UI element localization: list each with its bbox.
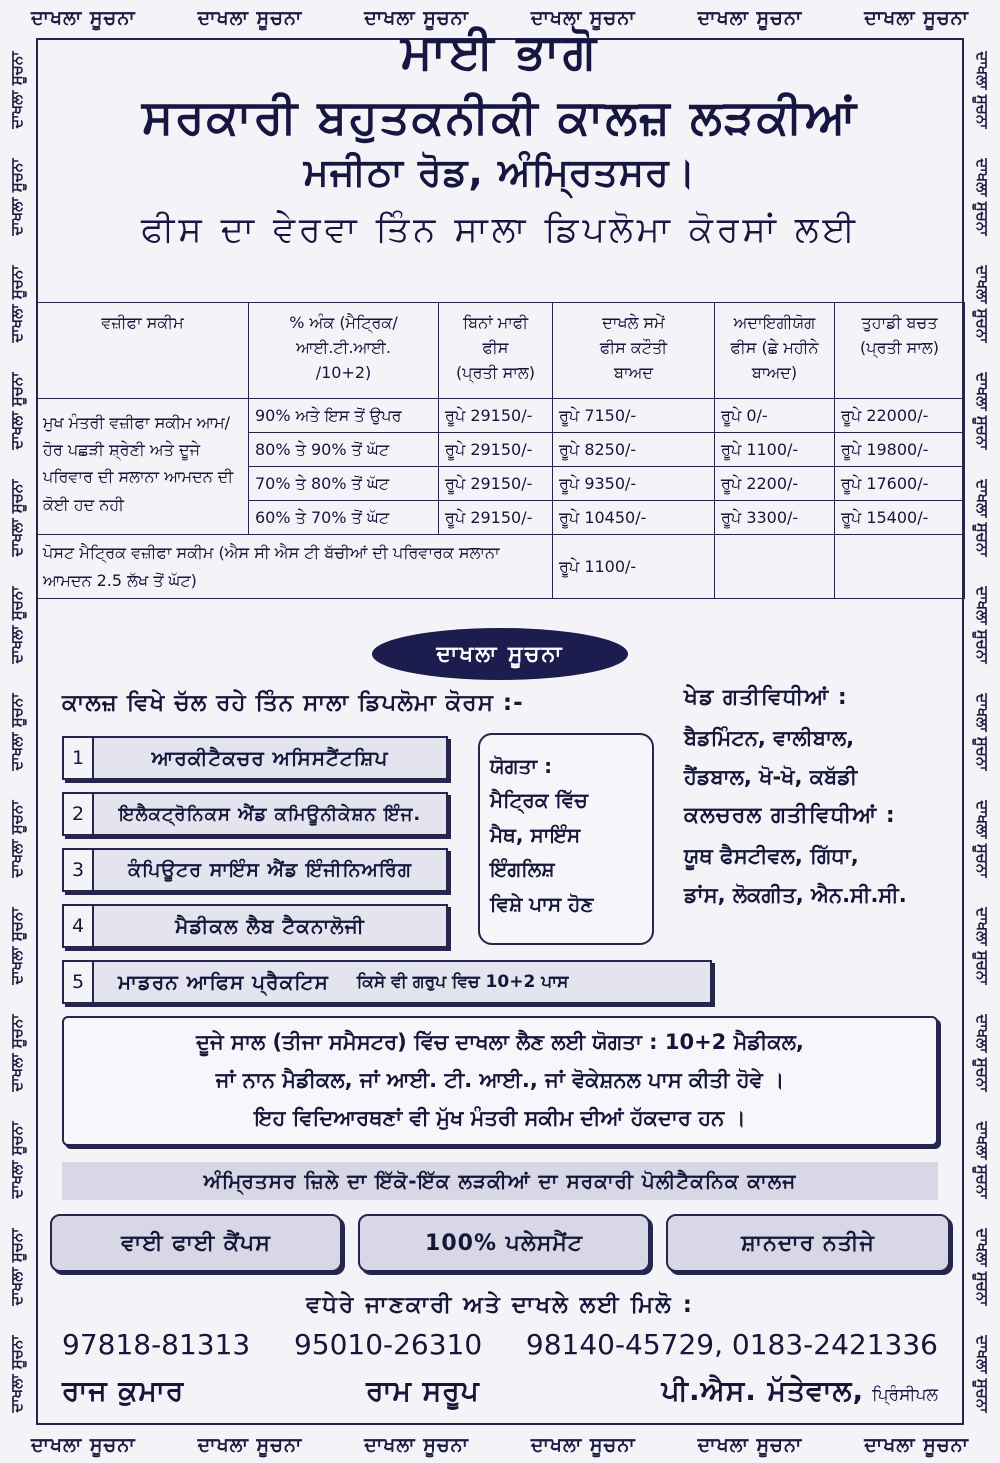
table-row-post-matric	[37, 535, 965, 599]
info-line: ਜਾਂ ਨਾਨ ਮੈਡੀਕਲ, ਜਾਂ ਆਈ. ਟੀ. ਆਈ., ਜਾਂ ਵੋਕੇਸ਼ਨਲ ਪਾਸ ਕੀਤੀ ਹੋਵੇ ।	[215, 1067, 785, 1092]
course-number: 4	[64, 906, 94, 946]
border-label: ਦਾਖਲਾ ਸੂਚਨਾ	[974, 906, 992, 985]
course-name: ਇਲੈਕਟ੍ਰੋਨਿਕਸ ਐਂਡ ਕਮਿਊਨੀਕੇਸ਼ਨ ਇੰਜ.	[118, 803, 422, 825]
admission-badge: ਦਾਖਲਾ ਸੂਚਨਾ	[372, 628, 628, 680]
border-label: ਦਾਖਲਾ ਸੂਚਨਾ	[8, 264, 26, 343]
cm-scheme-cell: ਮੁਖ ਮੰਤਰੀ ਵਜ਼ੀਫਾ ਸਕੀਮ ਆਮ/ਹੋਰ ਪਛੜੀ ਸ਼੍ਰੇਣੀ ਅਤੇ ਦੂਜੇ ਪਰਿਵਾਰ ਦੀ ਸਲਾਨਾ ਆਮਦਨ ਦੀ ਕੋਈ ਹਦ ਨਹੀ	[37, 399, 249, 535]
border-label: ਦਾਖਲਾ ਸੂਚਨਾ	[974, 799, 992, 878]
col-header-fee: ਬਿਨਾਂ ਮਾਫੀ ਫੀਸ (ਪ੍ਰਤੀ ਸਾਲ)	[439, 303, 553, 399]
course-number: 3	[64, 850, 94, 890]
fee-cell: ਰੂਪੇ 29150/-	[439, 433, 553, 467]
fee-cell: ਰੂਪੇ 29150/-	[439, 501, 553, 535]
cultural-title: ਕਲਚਰਲ ਗਤੀਵਿਧੀਆਂ :	[684, 803, 896, 829]
course-number: 5	[64, 962, 94, 1002]
cultural-line: ਯੂਥ ਫੈਸਟੀਵਲ, ਗਿੱਧਾ,	[684, 844, 859, 869]
border-label: ਦਾਖਲਾ ਸੂਚਨਾ	[8, 1334, 26, 1413]
col-header-payable: ਅਦਾਇਗੀਯੋਗ ਫੀਸ (ਛੇ ਮਹੀਨੇ ਬਾਅਦ)	[715, 303, 835, 399]
contact-heading: ਵਧੇਰੇ ਜਾਣਕਾਰੀ ਅਤੇ ਦਾਖਲੇ ਲਈ ਮਿਲੋ :	[306, 1292, 694, 1318]
fee-section-title: ਫੀਸ ਦਾ ਵੇਰਵਾ ਤਿੰਨ ਸਾਲਾ ਡਿਪਲੋਮਾ ਕੋਰਸਾਂ ਲਈ	[140, 210, 860, 250]
course-name: ਮੈਡੀਕਲ ਲੈਬ ਟੈਕਨਾਲੋਜੀ	[175, 914, 365, 938]
after-cut-cell: ਰੂਪੇ 8250/-	[553, 433, 715, 467]
sports-line: ਬੈਡਮਿੰਟਨ, ਵਾਲੀਬਾਲ,	[684, 725, 855, 750]
payable-cell-empty	[715, 535, 835, 599]
border-label: ਦਾਖਲਾ ਸੂਚਨਾ	[974, 1334, 992, 1413]
border-label: ਦਾਖਲਾ ਸੂਚਨਾ	[530, 7, 636, 29]
border-label: ਦਾਖਲਾ ਸੂਚਨਾ	[974, 478, 992, 557]
border-label: ਦਾਖਲਾ ਸੂਚਨਾ	[8, 1120, 26, 1199]
course-item	[62, 792, 448, 836]
college-name-line1: ਮਾਈ ਭਾਗੋ	[400, 24, 600, 80]
second-year-info-box	[62, 1016, 938, 1146]
marks-cell: 80% ਤੇ 90% ਤੋਂ ਘੱਟ	[249, 433, 439, 467]
contact-name: ਪੀ.ਐਸ. ਮੱਤੇਵਾਲ,	[661, 1374, 865, 1407]
eligibility-line: ਮੈਟ੍ਰਿਕ ਵਿੱਚ	[490, 788, 588, 813]
border-label: ਦਾਖਲਾ ਸੂਚਨਾ	[8, 50, 26, 129]
payable-cell: ਰੂਪੇ 0/-	[715, 399, 835, 433]
phone-number: 97818-81313	[62, 1328, 251, 1361]
after-cut-cell: ਰੂਪੇ 1100/-	[553, 535, 715, 599]
border-label: ਦਾਖਲਾ ਸੂਚਨਾ	[8, 692, 26, 771]
course-name: ਕੰਪਿਊਟਰ ਸਾਇੰਸ ਐਂਡ ਇੰਜੀਨਿਅਰਿੰਗ	[128, 859, 412, 881]
border-label: ਦਾਖਲਾ ਸੂਚਨਾ	[974, 585, 992, 664]
course-item	[62, 848, 448, 892]
course-requirement: ਕਿਸੇ ਵੀ ਗਰੁਪ ਵਿਚ 10+2 ਪਾਸ	[356, 972, 569, 992]
border-label: ਦਾਖਲਾ ਸੂਚਨਾ	[974, 264, 992, 343]
info-line: ਦੂਜੇ ਸਾਲ (ਤੀਜਾ ਸਮੈਸਟਰ) ਵਿੱਚ ਦਾਖਲਾ ਲੈਣ ਲਈ ਯੋਗਤਾ : 10+2 ਮੈਡੀਕਲ,	[196, 1030, 804, 1054]
border-label: ਦਾਖਲਾ ਸੂਚਨਾ	[30, 7, 136, 29]
border-label: ਦਾਖਲਾ ਸੂਚਨਾ	[697, 7, 803, 29]
border-label: ਦਾਖਲਾ ਸੂਚਨਾ	[974, 371, 992, 450]
border-label: ਦਾਖਲਾ ਸੂਚਨਾ	[8, 478, 26, 557]
border-label: ਦਾਖਲਾ ਸੂਚਨਾ	[197, 7, 303, 29]
border-label: ਦਾਖਲਾ ਸੂਚਨਾ	[974, 692, 992, 771]
payable-cell: ਰੂਪੇ 3300/-	[715, 501, 835, 535]
col-header-saving: ਤੁਹਾਡੀ ਬਚਤ (ਪ੍ਰਤੀ ਸਾਲ)	[835, 303, 965, 399]
col-header-scheme: ਵਜ਼ੀਫਾ ਸਕੀਮ	[37, 303, 249, 399]
border-label: ਦਾਖਲਾ ਸੂਚਨਾ	[8, 799, 26, 878]
activities-panel	[684, 678, 974, 915]
eligibility-line: ਇੰਗਲਿਸ਼	[490, 857, 555, 882]
marks-cell: 90% ਅਤੇ ਇਸ ਤੋਂ ਉਪਰ	[249, 399, 439, 433]
feature-placement: 100% ਪਲੇਸਮੈਂਟ	[358, 1214, 650, 1272]
payable-cell: ਰੂਪੇ 2200/-	[715, 467, 835, 501]
post-matric-scheme-cell: ਪੋਸਟ ਮੈਟ੍ਰਿਕ ਵਜ਼ੀਫਾ ਸਕੀਮ (ਐਸ ਸੀ ਐਸ ਟੀ ਬੱਚੀਆਂ ਦੀ ਪਰਿਵਾਰਕ ਸਲਾਨਾ ਆਮਦਨ 2.5 ਲੱਖ ਤੋਂ ਘੱਟ)	[37, 535, 553, 599]
border-label: ਦਾਖਲਾ ਸੂਚਨਾ	[974, 50, 992, 129]
phone-numbers	[62, 1328, 938, 1361]
border-label: ਦਾਖਲਾ ਸੂਚਨਾ	[530, 1434, 636, 1456]
payable-cell: ਰੂਪੇ 1100/-	[715, 433, 835, 467]
saving-cell: ਰੂਪੇ 17600/-	[835, 467, 965, 501]
fee-cell: ਰੂਪੇ 29150/-	[439, 467, 553, 501]
border-label: ਦਾਖਲਾ ਸੂਚਨਾ	[8, 1227, 26, 1306]
saving-cell-empty	[835, 535, 965, 599]
course-number: 2	[64, 794, 94, 834]
fee-table	[36, 302, 965, 599]
border-label: ਦਾਖਲਾ ਸੂਚਨਾ	[974, 1120, 992, 1199]
border-label: ਦਾਖਲਾ ਸੂਚਨਾ	[697, 1434, 803, 1456]
saving-cell: ਰੂਪੇ 22000/-	[835, 399, 965, 433]
sports-title: ਖੇਡ ਗਤੀਵਿਧੀਆਂ :	[684, 685, 848, 710]
info-line: ਇਹ ਵਿਦਿਆਰਥਣਾਂ ਵੀ ਮੁੱਖ ਮੰਤਰੀ ਸਕੀਮ ਦੀਆਂ ਹੱਕਦਾਰ ਹਨ ।	[254, 1105, 746, 1130]
college-name-line2: ਸਰਕਾਰੀ ਬਹੁਤਕਨੀਕੀ ਕਾਲਜ਼ ਲੜਕੀਆਂ	[141, 90, 859, 145]
border-label: ਦਾਖਲਾ ਸੂਚਨਾ	[974, 157, 992, 236]
border-label: ਦਾਖਲਾ ਸੂਚਨਾ	[974, 1227, 992, 1306]
principal-designation: ਪ੍ਰਿੰਸੀਪਲ	[872, 1385, 938, 1405]
border-label: ਦਾਖਲਾ ਸੂਚਨਾ	[8, 906, 26, 985]
border-label: ਦਾਖਲਾ ਸੂਚਨਾ	[8, 585, 26, 664]
feature-results: ਸ਼ਾਨਦਾਰ ਨਤੀਜੇ	[666, 1214, 950, 1272]
course-number: 1	[64, 738, 94, 778]
sports-line: ਹੈਂਡਬਾਲ, ਖੋ-ਖੋ, ਕਬੱਡੀ	[684, 764, 858, 789]
phone-number: 95010-26310	[293, 1328, 483, 1361]
fee-cell: ਰੂਪੇ 29150/-	[439, 399, 553, 433]
border-label: ਦਾਖਲਾ ਸੂਚਨਾ	[364, 7, 469, 29]
marks-cell: 70% ਤੇ 80% ਤੋਂ ਘੱਟ	[249, 467, 439, 501]
feature-wifi: ਵਾਈ ਫਾਈ ਕੈਂਪਸ	[50, 1214, 342, 1272]
table-row	[37, 399, 965, 433]
course-item	[62, 904, 448, 948]
border-label: ਦਾਖਲਾ ਸੂਚਨਾ	[364, 1434, 469, 1456]
cultural-line: ਡਾਂਸ, ਲੋਕਗੀਤ, ਐਨ.ਸੀ.ਸੀ.	[684, 882, 907, 907]
eligibility-box	[478, 733, 654, 945]
eligibility-line: ਮੈਥ, ਸਾਇੰਸ	[490, 822, 581, 847]
after-cut-cell: ਰੂਪੇ 9350/-	[553, 467, 715, 501]
border-label: ਦਾਖਲਾ ਸੂਚਨਾ	[974, 1013, 992, 1092]
eligibility-line: ਵਿਸ਼ੇ ਪਾਸ ਹੋਣ	[490, 891, 594, 916]
saving-cell: ਰੂਪੇ 15400/-	[835, 501, 965, 535]
border-label: ਦਾਖਲਾ ਸੂਚਨਾ	[30, 1434, 136, 1456]
col-header-after-cut: ਦਾਖਲੇ ਸਮੇਂ ਫੀਸ ਕਟੌਤੀ ਬਾਅਦ	[553, 303, 715, 399]
border-bottom	[0, 1427, 1000, 1463]
border-label: ਦਾਖਲਾ ਸੂਚਨਾ	[197, 1434, 303, 1456]
border-label: ਦਾਖਲਾ ਸੂਚਨਾ	[864, 7, 969, 29]
course-item	[62, 960, 712, 1004]
college-address: ਮਜੀਠਾ ਰੋਡ, ਅੰਮ੍ਰਿਤਸਰ।	[303, 150, 697, 194]
eligibility-title: ਯੋਗਤਾ :	[490, 754, 553, 778]
border-label: ਦਾਖਲਾ ਸੂਚਨਾ	[864, 1434, 969, 1456]
contact-name: ਰਾਜ ਕੁਮਾਰ	[62, 1374, 185, 1407]
border-label: ਦਾਖਲਾ ਸੂਚਨਾ	[8, 157, 26, 236]
contact-name: ਰਾਮ ਸਰੂਪ	[366, 1374, 480, 1407]
marks-cell: 60% ਤੇ 70% ਤੋਂ ਘੱਟ	[249, 501, 439, 535]
principal-entry	[662, 1374, 938, 1408]
saving-cell: ਰੂਪੇ 19800/-	[835, 433, 965, 467]
after-cut-cell: ਰੂਪੇ 10450/-	[553, 501, 715, 535]
courses-heading: ਕਾਲਜ਼ ਵਿਖੇ ਚੱਲ ਰਹੇ ਤਿੰਨ ਸਾਲਾ ਡਿਪਲੋਮਾ ਕੋਰਸ :-	[62, 690, 524, 716]
only-college-banner: ਅੰਮ੍ਰਿਤਸਰ ਜ਼ਿਲੇ ਦਾ ਇੱਕੋ-ਇੱਕ ਲੜਕੀਆਂ ਦਾ ਸਰਕਾਰੀ ਪੋਲੀਟੈਕਨਿਕ ਕਾਲਜ	[62, 1162, 938, 1200]
course-name: ਆਰਕੀਟੈਕਚਰ ਅਸਿਸਟੈਂਟਸ਼ਿਪ	[151, 746, 389, 770]
col-header-marks: % ਅੰਕ (ਮੈਟ੍ਰਿਕ/ ਆਈ.ਟੀ.ਆਈ. /10+2)	[249, 303, 439, 399]
after-cut-cell: ਰੂਪੇ 7150/-	[553, 399, 715, 433]
phone-number: 98140-45729, 0183-2421336	[525, 1328, 938, 1361]
course-item	[62, 736, 448, 780]
border-label: ਦਾਖਲਾ ਸੂਚਨਾ	[8, 371, 26, 450]
contact-names	[62, 1374, 938, 1408]
border-label: ਦਾਖਲਾ ਸੂਚਨਾ	[8, 1013, 26, 1092]
fee-table-header-row	[37, 303, 965, 399]
course-name: ਮਾਡਰਨ ਆਫਿਸ ਪ੍ਰੈਕਟਿਸ	[118, 970, 329, 994]
